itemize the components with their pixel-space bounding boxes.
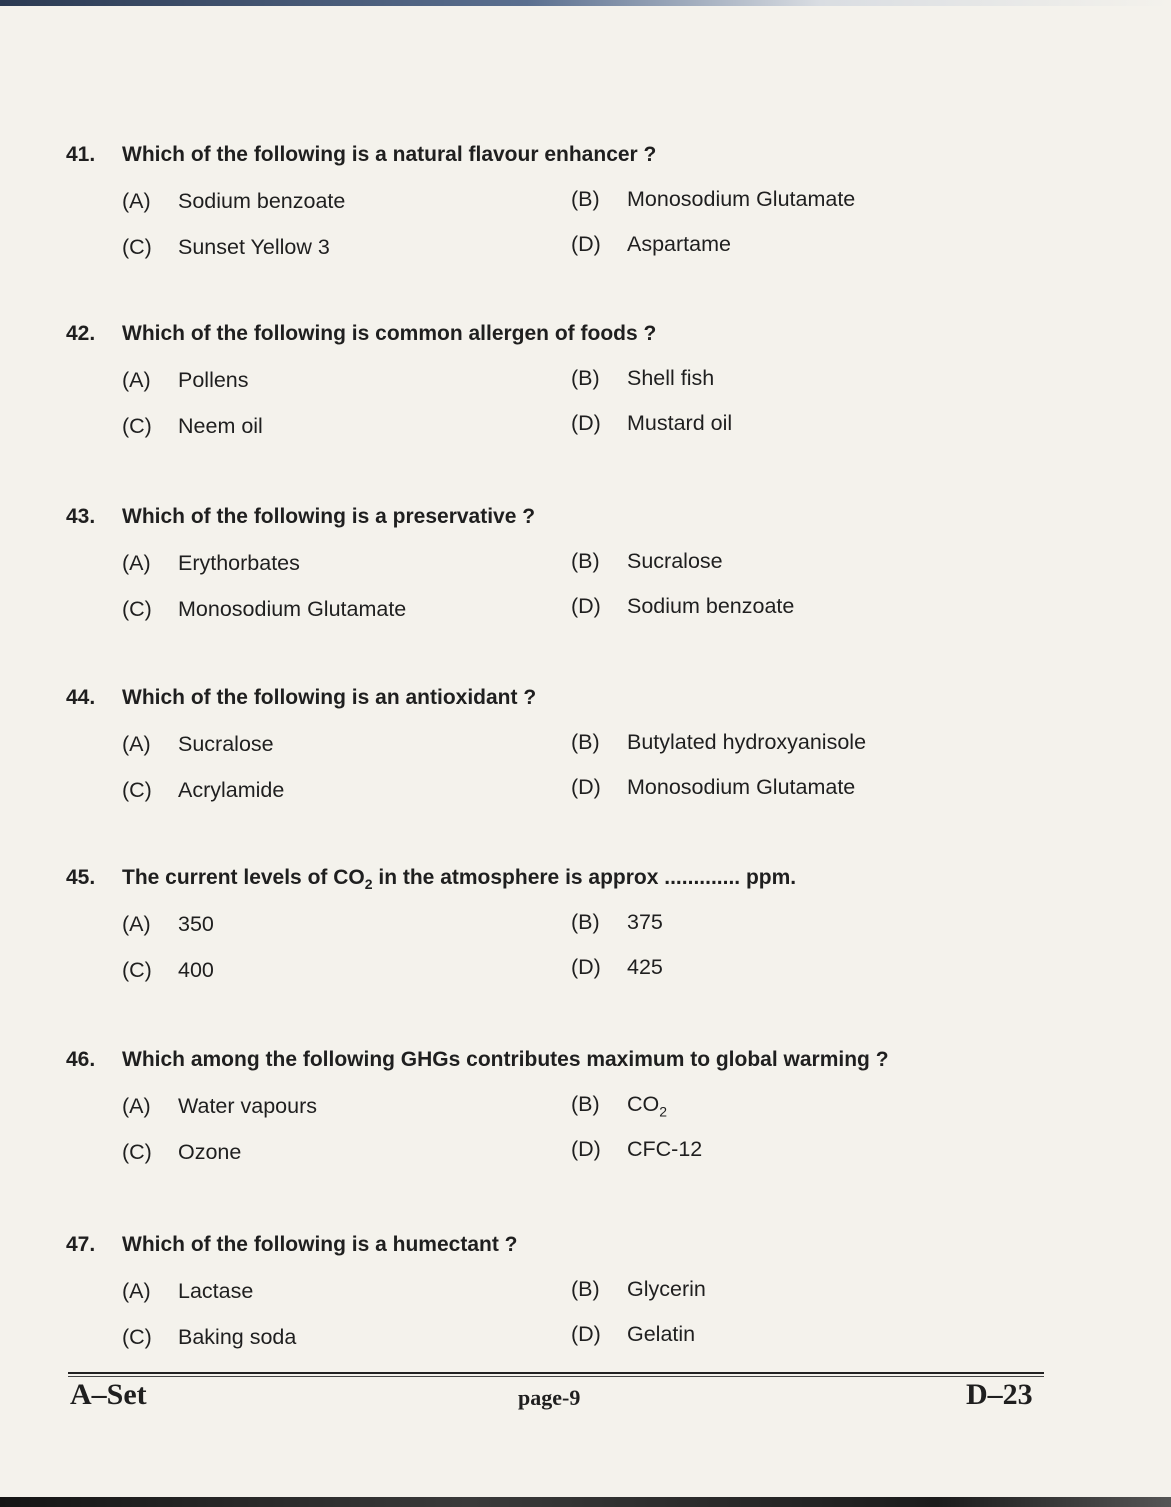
option-label: (D)	[571, 594, 601, 618]
option-d	[571, 775, 855, 800]
option-label: (D)	[571, 232, 601, 256]
option-label: (A)	[122, 912, 151, 936]
option-text: Glycerin	[627, 1277, 706, 1301]
option-text: Sucralose	[178, 732, 274, 756]
question-number: 41.	[66, 143, 96, 166]
option-b	[571, 549, 723, 574]
option-text: Sodium benzoate	[178, 189, 346, 213]
option-b	[571, 366, 714, 391]
option-label: (B)	[571, 366, 600, 390]
option-a	[122, 732, 274, 757]
option-text: Erythorbates	[178, 551, 300, 575]
question-text: Which of the following is an antioxidant ?	[122, 686, 537, 709]
footer-divider	[68, 1372, 1044, 1374]
question-stem	[66, 1048, 889, 1072]
option-c	[122, 235, 330, 260]
option-label: (A)	[122, 1094, 151, 1118]
option-text: 375	[627, 910, 663, 934]
option-label: (A)	[122, 732, 151, 756]
option-a	[122, 912, 214, 937]
option-label: (D)	[571, 775, 601, 799]
option-label: (B)	[571, 187, 600, 211]
option-text: Monosodium Glutamate	[178, 597, 407, 621]
option-text: CO	[627, 1092, 660, 1116]
option-label: (C)	[122, 778, 152, 802]
option-b	[571, 1092, 667, 1119]
option-label: (B)	[571, 1277, 600, 1301]
question-text-pre: The current levels of CO	[122, 866, 365, 889]
option-d	[571, 1137, 702, 1162]
question-number: 46.	[66, 1048, 96, 1071]
option-label: (A)	[122, 1279, 151, 1303]
option-label: (C)	[122, 597, 152, 621]
option-label: (D)	[571, 411, 601, 435]
option-b	[571, 910, 663, 935]
option-text: Sucralose	[627, 549, 723, 573]
question-stem	[66, 686, 536, 710]
question-text: Which of the following is common allergen of foods ?	[122, 322, 657, 345]
question-text: Which of the following is a preservative ?	[122, 505, 536, 528]
option-text: Butylated hydroxyanisole	[627, 730, 867, 754]
option-a	[122, 368, 249, 393]
option-d	[571, 411, 732, 436]
question-text: Which of the following is a humectant ?	[122, 1233, 518, 1256]
option-label: (C)	[122, 235, 152, 259]
option-label: (B)	[571, 910, 600, 934]
option-c	[122, 414, 263, 439]
option-label: (D)	[571, 955, 601, 979]
question-stem	[66, 1233, 518, 1257]
option-d	[571, 594, 794, 619]
option-text: Pollens	[178, 368, 249, 392]
option-a	[122, 1279, 253, 1304]
option-text: Baking soda	[178, 1325, 297, 1349]
option-text: 400	[178, 958, 214, 982]
option-text: Acrylamide	[178, 778, 285, 802]
option-text: Mustard oil	[627, 411, 733, 435]
option-a	[122, 1094, 317, 1119]
option-text: 425	[627, 955, 663, 979]
question-text-post: in the atmosphere is approx ............. ppm.	[372, 866, 797, 889]
question-stem	[66, 322, 656, 346]
option-c	[122, 1325, 296, 1350]
option-text: 350	[178, 912, 214, 936]
option-label: (A)	[122, 368, 151, 392]
option-label: (B)	[571, 549, 600, 573]
page-number: page-9	[518, 1385, 581, 1410]
option-text: Gelatin	[627, 1322, 696, 1346]
option-text: Monosodium Glutamate	[627, 187, 856, 211]
question-text: Which among the following GHGs contributes maximum to global warming ?	[122, 1048, 889, 1071]
option-b	[571, 187, 855, 212]
paper-code: D–23	[966, 1378, 1033, 1411]
option-text: CFC-12	[627, 1137, 703, 1161]
option-label: (B)	[571, 1092, 600, 1116]
option-b	[571, 1277, 706, 1302]
option-text: Neem oil	[178, 414, 263, 438]
option-text: Water vapours	[178, 1094, 318, 1118]
question-number: 43.	[66, 505, 96, 528]
option-d	[571, 1322, 695, 1347]
option-label: (D)	[571, 1137, 601, 1161]
option-c	[122, 958, 214, 983]
option-text: Sunset Yellow 3	[178, 235, 330, 259]
question-number: 45.	[66, 866, 96, 889]
option-a	[122, 189, 345, 214]
option-label: (C)	[122, 1140, 152, 1164]
option-c	[122, 778, 284, 803]
question-number: 47.	[66, 1233, 96, 1256]
option-label: (D)	[571, 1322, 601, 1346]
option-text: Lactase	[178, 1279, 254, 1303]
option-a	[122, 551, 300, 576]
option-label: (C)	[122, 958, 152, 982]
option-c	[122, 1140, 241, 1165]
question-number: 44.	[66, 686, 96, 709]
option-text: Shell fish	[627, 366, 715, 390]
option-d	[571, 955, 663, 980]
option-c	[122, 597, 406, 622]
question-stem	[66, 505, 535, 529]
question-stem	[66, 866, 796, 892]
option-text: Sodium benzoate	[627, 594, 795, 618]
set-label: A–Set	[70, 1378, 147, 1411]
option-d	[571, 232, 731, 257]
option-text: Ozone	[178, 1140, 242, 1164]
bottom-edge-shadow	[0, 1497, 1171, 1507]
question-number: 42.	[66, 322, 96, 345]
question-stem	[66, 143, 656, 167]
subscript: 2	[364, 876, 373, 893]
question-text: Which of the following is a natural flavour enhancer ?	[122, 143, 657, 166]
option-label: (C)	[122, 414, 152, 438]
option-text: Monosodium Glutamate	[627, 775, 856, 799]
subscript: 2	[659, 1103, 668, 1120]
option-label: (A)	[122, 189, 151, 213]
option-label: (A)	[122, 551, 151, 575]
option-text: Aspartame	[627, 232, 731, 256]
option-label: (B)	[571, 730, 600, 754]
footer-divider-thin	[68, 1376, 1044, 1377]
option-b	[571, 730, 866, 755]
option-label: (C)	[122, 1325, 152, 1349]
